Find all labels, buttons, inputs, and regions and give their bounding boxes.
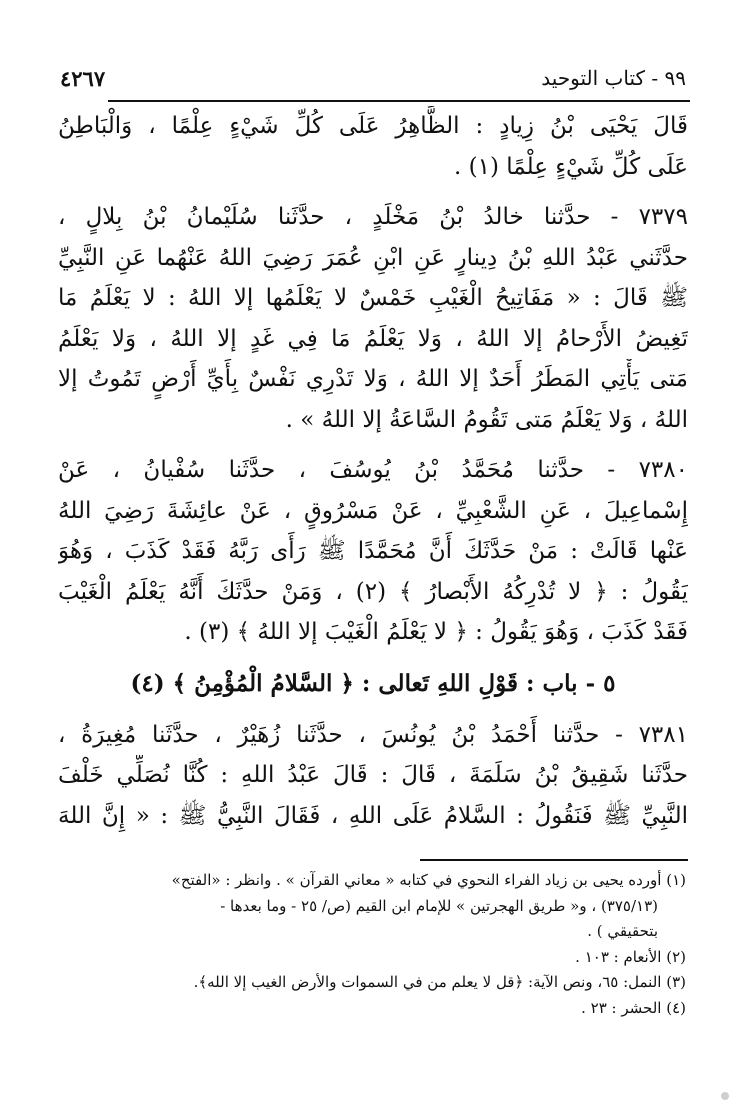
- text-line: فَقَدْ كَذَبَ ، وَهُوَ يَقُولُ : ﴿ لا يَعْلَمُ الْغَيْبَ إلا اللهُ ﴾ (٣) .: [184, 619, 688, 645]
- text-line: النَّبِيِّ ﷺ فَنَقُولُ : السَّلامُ عَلَى اللهِ ، فَقَالَ النَّبِيُّ ﷺ : « إِنَّ اللهَ: [58, 802, 688, 829]
- footnotes: [60, 868, 686, 1021]
- text-line: يَقُولُ : ﴿ لا تُدْرِكُهُ الأَبْصارُ ﴾ (٢) ، وَمَنْ حدَّثَكَ أَنَّهُ يَعْلَمُ الْغَيْبَ: [58, 578, 688, 605]
- footnote-rule: [420, 859, 688, 861]
- hadith-7379-start: ٧٣٧٩ - حدَّثنا خالدُ بْنُ مَخْلَدٍ ، حدَّثَنا سُلَيْمانُ بْنُ بِلالٍ ،: [58, 204, 688, 230]
- main-text: [58, 106, 688, 836]
- hadith-7381-start: ٧٣٨١ - حدَّثنا أَحْمَدُ بْنُ يُونُسَ ، حدَّثَنا زُهَيْرٌ ، حدَّثَنا مُغِيرَةُ ،: [58, 721, 688, 748]
- footnote-1: (١) أورده يحيى بن زياد الفراء النحوي في كتابه « معاني القرآن » . وانظر : «الفتح»: [171, 871, 686, 889]
- footnote-1-cont: بتحقيقي ) .: [587, 922, 658, 940]
- text-line: تَغِيضُ الأَرْحامُ إلا اللهُ ، وَلا يَعْلَمُ مَا فِي غَدٍ إلا اللهُ ، وَلا يَعْلَمُ: [58, 325, 688, 352]
- text-line: اللهُ ، وَلا يَعْلَمُ مَتى تَقُومُ السَّاعَةُ إلا اللهُ » .: [285, 406, 688, 433]
- text-line: عَلَى كُلِّ شَيْءٍ عِلْمًا (١) .: [454, 153, 688, 180]
- footnote-4: (٤) الحشر : ٢٣ .: [581, 998, 686, 1017]
- text-line: ﷺ قَالَ : « مَفَاتِيحُ الْغَيْبِ خَمْسٌ لا يَعْلَمُها إلا اللهُ : لا يَعْلَمُ مَا: [58, 285, 688, 311]
- text-line: قَالَ يَحْيَى بْنُ زِيادٍ : الظَّاهِرُ عَلَى كُلِّ شَيْءٍ عِلْمًا ، وَالْبَاطِنُ: [58, 113, 688, 139]
- chapter-heading: ٥ - باب : قَوْلِ اللهِ تَعالى : ﴿ السَّلامُ الْمُؤْمِنُ ﴾ (٤): [130, 669, 616, 697]
- text-line: حدَّثَنا شَقِيقُ بْنُ سَلَمَةَ ، قَالَ : قَالَ عَبْدُ اللهِ : كُنَّا نُصَلِّي خَلْفَ: [58, 762, 688, 788]
- scan-dot: [721, 1092, 729, 1100]
- text-line: عَنْها قَالَتْ : مَنْ حَدَّثَكَ أَنَّ مُحَمَّدًا ﷺ رَأَى رَبَّهُ فَقَدْ كَذَبَ ، وَهُوَ: [58, 538, 688, 564]
- page-number: ٤٢٦٧: [60, 65, 106, 91]
- footnote-2: (٢) الأنعام : ١٠٣ .: [575, 947, 686, 966]
- page-header: [60, 60, 686, 96]
- text-line: حدَّثَني عَبْدُ اللهِ بْنُ دِينارٍ عَنِ ابْنِ عُمَرَ رَضِيَ اللهُ عَنْهُما عَنِ النَّبِيِّ: [58, 244, 688, 271]
- footnote-3: (٣) النمل: ٦٥، ونص الآية: ﴿قل لا يعلم من في السموات والأرض الغيب إلا الله﴾.: [193, 973, 686, 991]
- text-line: إِسْماعِيلَ ، عَنِ الشَّعْبِيِّ ، عَنْ مَسْرُوقٍ ، عَنْ عائِشَةَ رَضِيَ اللهُ: [58, 497, 688, 524]
- hadith-7380-start: ٧٣٨٠ - حدَّثنا مُحَمَّدُ بْنُ يُوسُفَ ، حدَّثَنا سُفْيانُ ، عَنْ: [58, 457, 688, 483]
- running-title: ٩٩ - كتاب التوحيد: [541, 66, 686, 90]
- text-line: مَتى يَأْتِي المَطَرُ أَحَدٌ إلا اللهُ ، وَلا تَدْرِي نَفْسٌ بِأَيِّ أَرْضٍ تَمُوتُ إلا: [58, 366, 688, 392]
- header-rule: [108, 100, 690, 102]
- footnote-1-cont: (٣٧٥/١٣) ، و« طريق الهجرتين » للإمام ابن القيم (ص/ ٢٥ - وما بعدها -: [220, 896, 658, 915]
